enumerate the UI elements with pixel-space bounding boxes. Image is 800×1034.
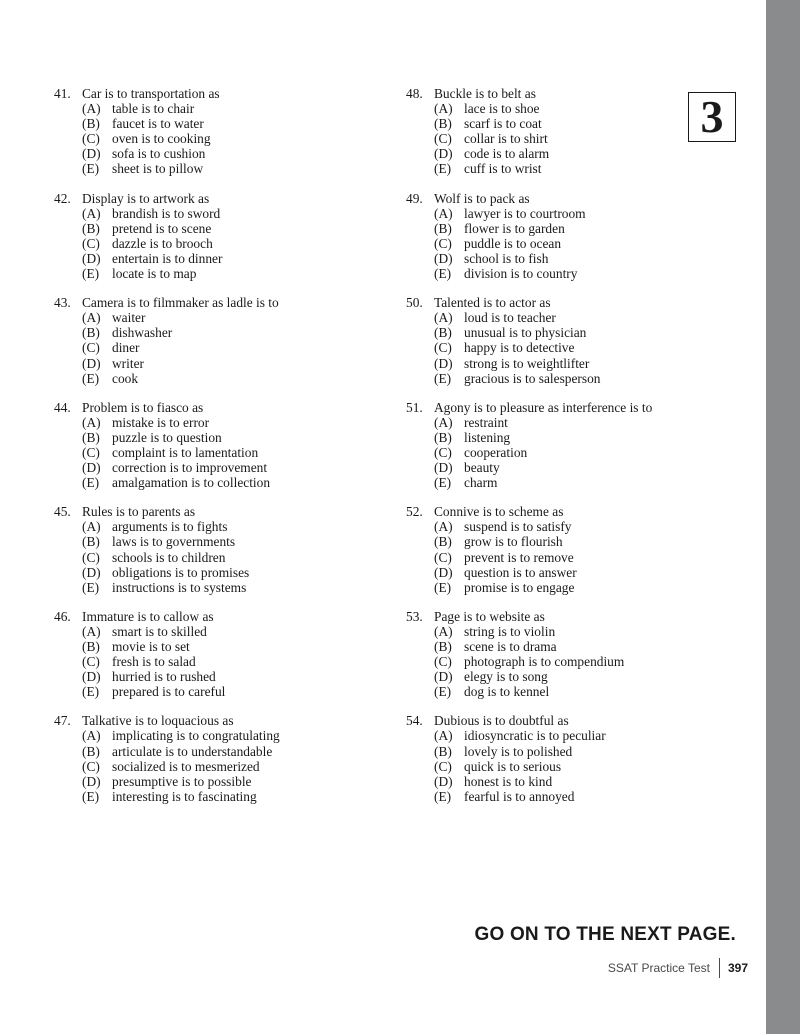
question-item [406,295,736,386]
question-number: 47. [54,713,71,729]
question-item [54,609,384,700]
answer-option [406,534,736,549]
answer-option [406,759,736,774]
question-item [54,713,384,804]
question-text: Talented is to actor as [434,295,551,311]
question-number: 50. [406,295,423,311]
option-letter: (C) [434,444,452,460]
question-text: Agony is to pleasure as interference is to [434,399,653,415]
option-letter: (E) [434,266,452,282]
option-letter: (C) [82,654,100,670]
question-stem [406,504,736,519]
option-text: flower is to garden [464,220,565,236]
option-text: string is to violin [464,623,556,639]
question-item [406,713,736,804]
option-text: unusual is to physician [464,325,587,341]
question-text: Connive is to scheme as [434,504,564,520]
option-text: prevent is to remove [464,549,574,565]
answer-option [54,116,384,131]
option-text: promise is to engage [464,579,575,595]
option-letter: (E) [82,370,100,386]
question-stem [406,295,736,310]
answer-option [406,310,736,325]
question-text: Wolf is to pack as [434,190,530,206]
option-text: honest is to kind [464,773,553,789]
option-letter: (E) [434,370,452,386]
option-letter: (E) [434,579,452,595]
question-number: 51. [406,399,423,415]
answer-option [54,236,384,251]
option-text: cook [112,370,139,386]
option-letter: (A) [82,728,101,744]
answer-option [54,221,384,236]
answer-option [406,430,736,445]
option-text: code is to alarm [464,146,550,162]
option-text: dog is to kennel [464,684,550,700]
question-text: Problem is to fiasco as [82,399,204,415]
option-text: complaint is to lamentation [112,444,259,460]
option-text: hurried is to rushed [112,669,216,685]
option-letter: (E) [82,266,100,282]
question-stem [54,504,384,519]
question-item [406,504,736,595]
option-text: locate is to map [112,266,197,282]
question-stem [54,400,384,415]
option-letter: (D) [434,564,453,580]
answer-option [406,101,736,116]
option-letter: (B) [434,429,452,445]
option-text: division is to country [464,266,578,282]
option-text: gracious is to salesperson [464,370,601,386]
question-number: 53. [406,608,423,624]
option-text: listening [464,429,511,445]
option-letter: (D) [434,669,453,685]
option-letter: (E) [82,161,100,177]
option-letter: (C) [434,235,452,251]
option-letter: (A) [82,205,101,221]
option-letter: (C) [82,549,100,565]
answer-option [54,534,384,549]
option-letter: (A) [434,414,453,430]
question-text: Talkative is to loquacious as [82,713,234,729]
option-letter: (C) [82,235,100,251]
answer-option [54,340,384,355]
option-text: beauty [464,460,500,476]
option-text: waiter [112,310,146,326]
answer-option [406,684,736,699]
question-item [54,86,384,177]
answer-option [406,669,736,684]
option-letter: (D) [434,250,453,266]
option-text: idiosyncratic is to peculiar [464,728,606,744]
answer-option [406,161,736,176]
question-text: Buckle is to belt as [434,86,536,101]
question-number: 42. [54,190,71,206]
option-text: mistake is to error [112,414,210,430]
question-item [54,191,384,282]
answer-option [406,251,736,266]
option-text: restraint [464,414,508,430]
option-text: collar is to shirt [464,131,548,147]
answer-option [54,624,384,639]
answer-option [54,101,384,116]
answer-option [406,221,736,236]
answer-option [406,356,736,371]
answer-option [54,728,384,743]
option-letter: (B) [82,534,100,550]
option-text: dishwasher [112,325,173,341]
option-letter: (B) [434,639,452,654]
option-text: amalgamation is to collection [112,475,271,491]
answer-option [406,131,736,146]
option-letter: (D) [82,250,101,266]
option-text: pretend is to scene [112,220,212,236]
option-letter: (E) [82,684,100,700]
option-text: scarf is to coat [464,116,542,132]
option-letter: (D) [82,669,101,685]
option-text: faucet is to water [112,116,204,132]
option-letter: (B) [434,534,452,550]
answer-option [406,519,736,534]
answer-option [54,430,384,445]
answer-option [406,116,736,131]
option-text: suspend is to satisfy [464,519,572,535]
option-letter: (A) [434,101,453,117]
option-letter: (D) [434,146,453,162]
answer-option [406,325,736,340]
question-column-left [54,86,384,818]
question-number: 49. [406,190,423,206]
question-stem [406,609,736,624]
question-text: Dubious is to doubtful as [434,713,569,729]
question-item [406,400,736,491]
option-text: instructions is to systems [112,579,247,595]
question-item [54,295,384,386]
question-item [406,86,736,177]
option-text: happy is to detective [464,340,575,356]
option-letter: (B) [434,325,452,341]
option-text: correction is to improvement [112,460,268,476]
answer-option [406,728,736,743]
option-letter: (B) [82,429,100,445]
question-number: 44. [54,399,71,415]
question-stem [406,86,736,101]
option-text: puzzle is to question [112,429,222,445]
option-letter: (B) [82,639,100,654]
option-letter: (D) [82,460,101,476]
option-text: interesting is to fascinating [112,788,257,804]
option-letter: (C) [434,131,452,147]
answer-option [406,146,736,161]
answer-option [406,639,736,654]
option-letter: (A) [434,728,453,744]
option-text: arguments is to fights [112,519,228,535]
option-letter: (B) [82,325,100,341]
question-stem [406,400,736,415]
question-number: 43. [54,295,71,311]
answer-option [406,445,736,460]
option-text: socialized is to mesmerized [112,758,260,774]
option-text: charm [464,475,498,491]
option-letter: (C) [434,758,452,774]
section-number-box [688,92,736,142]
option-text: elegy is to song [464,669,548,685]
option-letter: (E) [434,788,452,804]
question-item [406,191,736,282]
answer-option [54,654,384,669]
option-text: brandish is to sword [112,205,221,221]
answer-option [54,325,384,340]
option-text: sheet is to pillow [112,161,204,177]
answer-option [54,550,384,565]
answer-option [54,146,384,161]
question-number: 54. [406,713,423,729]
question-number: 52. [406,504,423,520]
section-number: 3 [700,91,724,142]
option-letter: (A) [434,623,453,639]
question-text: Page is to website as [434,608,545,624]
answer-option [406,624,736,639]
question-text: Rules is to parents as [82,504,196,520]
question-number: 41. [54,86,71,101]
page-footer [608,958,748,978]
option-text: diner [112,340,140,356]
option-text: dazzle is to brooch [112,235,213,251]
answer-option [406,789,736,804]
question-stem [406,191,736,206]
option-text: lovely is to polished [464,743,573,759]
option-letter: (B) [434,220,452,236]
option-text: puddle is to ocean [464,235,562,251]
answer-option [54,310,384,325]
answer-option [54,475,384,490]
option-text: grow is to flourish [464,534,563,550]
option-letter: (E) [434,684,452,700]
option-letter: (A) [434,310,453,326]
answer-option [406,236,736,251]
option-letter: (B) [82,116,100,132]
answer-option [54,519,384,534]
option-text: scene is to drama [464,639,557,654]
answer-option [54,789,384,804]
page-number: 397 [727,961,748,975]
option-letter: (D) [82,773,101,789]
answer-option [406,580,736,595]
answer-option [54,669,384,684]
option-letter: (C) [82,444,100,460]
question-stem [54,191,384,206]
question-item [54,504,384,595]
answer-option [406,654,736,669]
question-stem [54,713,384,728]
answer-option [406,460,736,475]
answer-option [54,371,384,386]
answer-option [54,356,384,371]
option-letter: (A) [82,310,101,326]
answer-option [54,759,384,774]
option-letter: (A) [434,519,453,535]
option-text: presumptive is to possible [112,773,252,789]
option-text: fearful is to annoyed [464,788,575,804]
option-text: lawyer is to courtroom [464,205,586,221]
answer-option [54,460,384,475]
option-letter: (B) [434,743,452,759]
option-letter: (C) [82,340,100,356]
answer-option [54,580,384,595]
option-letter: (B) [434,116,452,132]
question-number: 45. [54,504,71,520]
question-text: Car is to transportation as [82,86,220,101]
option-text: smart is to skilled [112,623,207,639]
question-stem [54,86,384,101]
option-letter: (B) [82,743,100,759]
footer-title: SSAT Practice Test [607,961,710,975]
option-text: writer [112,355,144,371]
option-letter: (A) [434,205,453,221]
option-text: cuff is to wrist [464,161,542,177]
answer-option [54,206,384,221]
option-letter: (D) [434,460,453,476]
question-number: 48. [406,86,423,101]
option-text: strong is to weightlifter [464,355,590,371]
option-letter: (A) [82,414,101,430]
option-letter: (C) [82,131,100,147]
option-text: movie is to set [112,639,190,654]
question-text: Immature is to callow as [82,608,214,624]
question-text: Display is to artwork as [82,190,210,206]
answer-option [406,371,736,386]
footer-divider [719,958,720,978]
option-text: sofa is to cushion [112,146,206,162]
option-text: obligations is to promises [112,564,250,580]
question-stem [54,609,384,624]
option-letter: (D) [434,355,453,371]
section-tab-bar [766,0,800,1034]
option-letter: (C) [82,758,100,774]
option-text: table is to chair [112,101,195,117]
option-text: question is to answer [464,564,577,580]
answer-option [54,266,384,281]
option-letter: (E) [434,475,452,491]
option-text: articulate is to understandable [112,743,273,759]
option-letter: (A) [82,623,101,639]
option-text: loud is to teacher [464,310,556,326]
option-letter: (E) [82,788,100,804]
option-text: entertain is to dinner [112,250,223,266]
option-text: prepared is to careful [112,684,226,700]
option-text: oven is to cooking [112,131,211,147]
go-on-notice: GO ON TO THE NEXT PAGE. [474,924,736,945]
answer-option [406,340,736,355]
answer-option [406,475,736,490]
answer-option [54,415,384,430]
option-text: cooperation [464,444,528,460]
option-text: school is to fish [464,250,549,266]
answer-option [54,744,384,759]
question-item [406,609,736,700]
answer-option [406,415,736,430]
answer-option [406,744,736,759]
question-column-right [406,86,736,818]
answer-option [54,639,384,654]
answer-option [54,131,384,146]
answer-option [406,266,736,281]
answer-option [54,445,384,460]
answer-option [54,251,384,266]
question-stem [54,295,384,310]
answer-option [54,774,384,789]
question-text: Camera is to filmmaker as ladle is to [82,295,279,311]
option-letter: (E) [82,579,100,595]
option-text: laws is to governments [112,534,236,550]
option-letter: (D) [434,773,453,789]
option-letter: (E) [434,161,452,177]
option-letter: (A) [82,101,101,117]
question-stem [406,713,736,728]
answer-option [406,565,736,580]
option-letter: (C) [434,549,452,565]
option-text: schools is to children [112,549,226,565]
option-text: photograph is to compendium [464,654,625,670]
option-letter: (D) [82,564,101,580]
answer-option [54,684,384,699]
option-letter: (C) [434,340,452,356]
option-text: quick is to serious [464,758,562,774]
question-number: 46. [54,608,71,624]
answer-option [406,774,736,789]
option-letter: (B) [82,220,100,236]
option-letter: (C) [434,654,452,670]
option-letter: (D) [82,146,101,162]
question-item [54,400,384,491]
option-text: implicating is to congratulating [112,728,280,744]
option-text: lace is to shoe [464,101,540,117]
answer-option [406,550,736,565]
answer-option [406,206,736,221]
option-letter: (A) [82,519,101,535]
option-text: fresh is to salad [112,654,196,670]
option-letter: (D) [82,355,101,371]
answer-option [54,565,384,580]
option-letter: (E) [82,475,100,491]
answer-option [54,161,384,176]
